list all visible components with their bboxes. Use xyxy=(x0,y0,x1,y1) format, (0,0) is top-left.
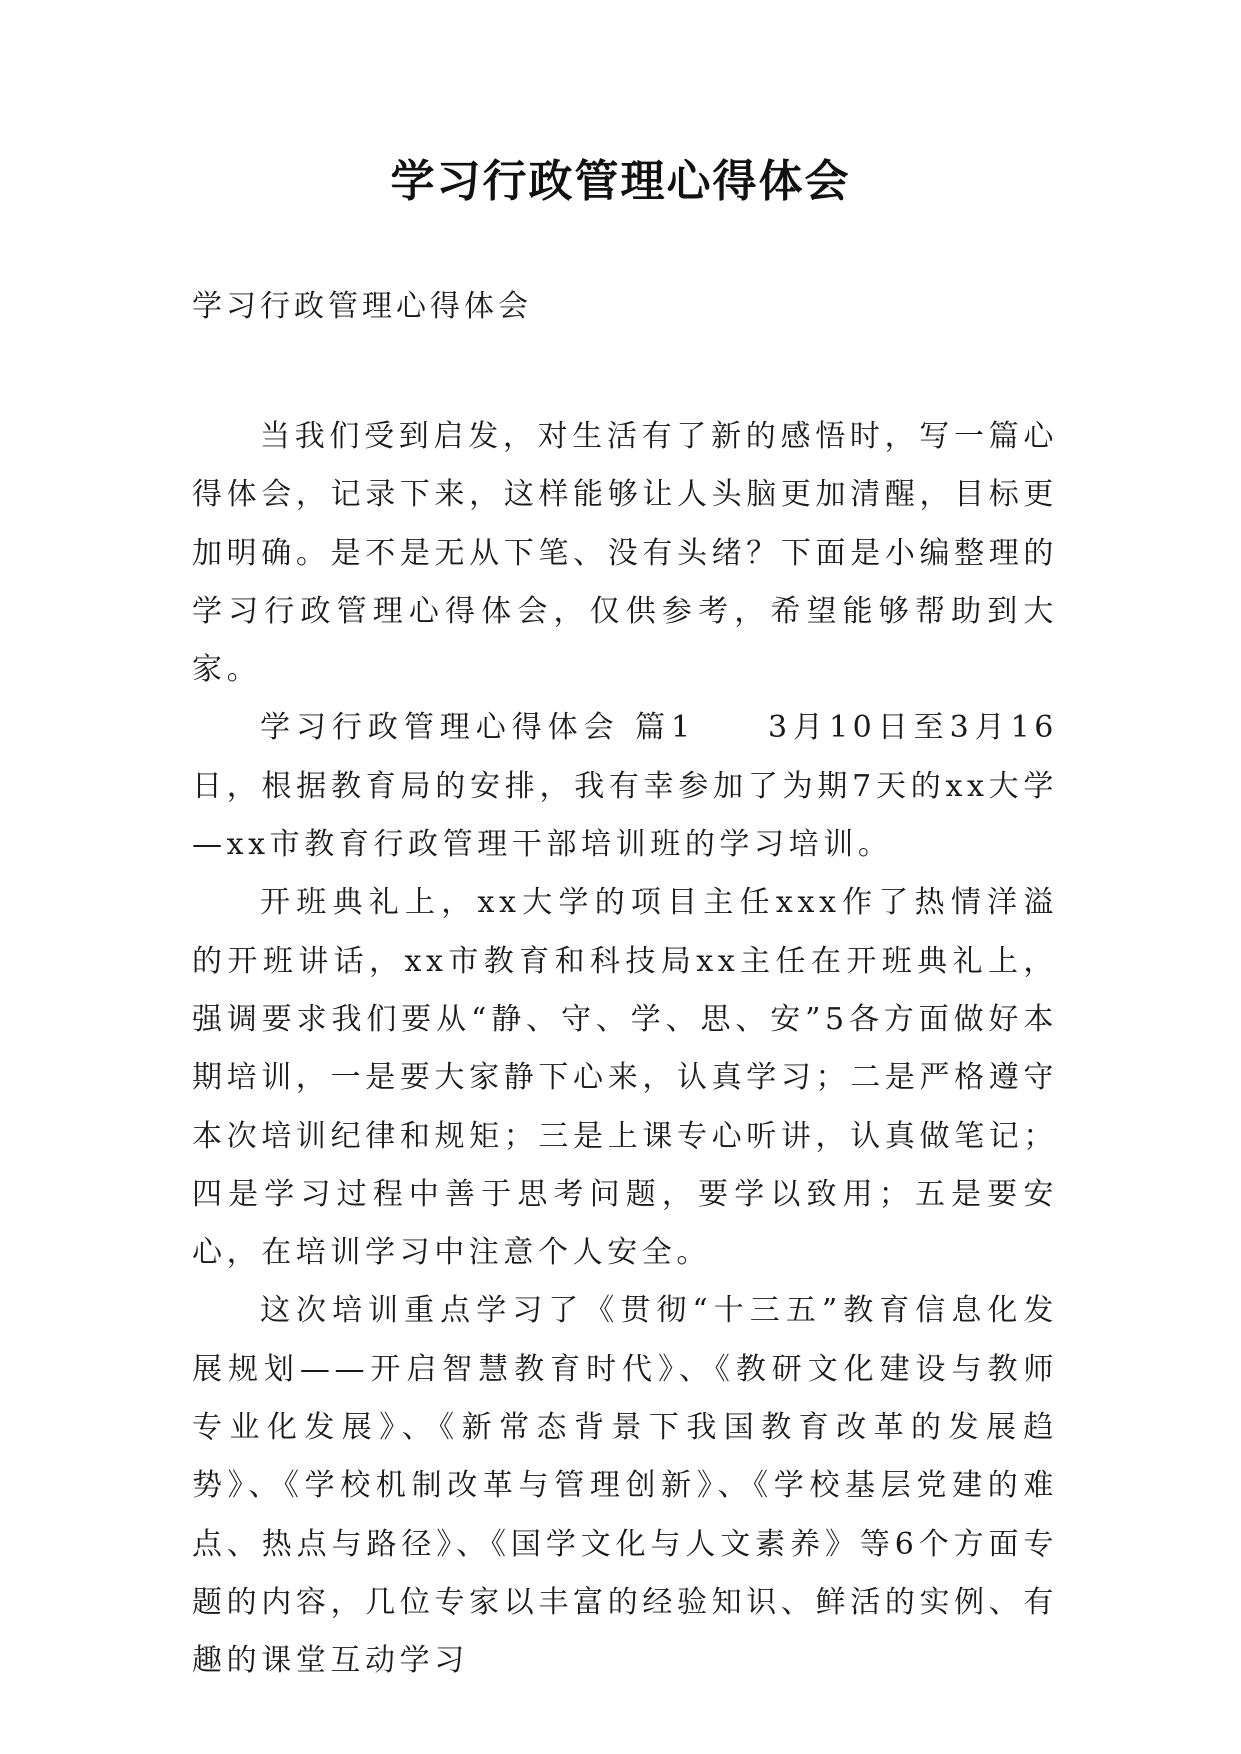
paragraph-intro: 当我们受到启发，对生活有了新的感悟时，写一篇心得体会，记录下来，这样能够让人头脑更加清醒，目标更加明确。是不是无从下笔、没有头绪？下面是小编整理的学习行政管理心得体会，仅供参考，希望能够帮助到大家。 xyxy=(192,419,1058,688)
paragraph-training-content: 这次培训重点学习了《贯彻“十三五”教育信息化发展规划——开启智慧教育时代》、《教研文化建设与教师专业化发展》、《新常态背景下我国教育改革的发展趋势》、《学校机制改革与管理创新》、《学校基层党建的难点、热点与路径》、《国学文化与人文素养》等6个方面专题的内容，几位专家以丰富的经验知识、鲜活的实例、有趣的课堂互动学习 xyxy=(192,1293,1058,1679)
document-body xyxy=(192,408,1058,1691)
document-subtitle: 学习行政管理心得体会 xyxy=(192,289,532,324)
paragraph-opening-ceremony: 开班典礼上，xx大学的项目主任xxx作了热情洋溢的开班讲话，xx市教育和科技局xx主任在开班典礼上，强调要求我们要从“静、守、学、思、安”5各方面做好本期培训，一是要大家静下心来，认真学习；二是严格遵守本次培训纪律和规矩；三是上课专心听讲，认真做笔记；四是学习过程中善于思考问题，要学以致用；五是要安心，在培训学习中注意个人安全。 xyxy=(192,885,1058,1271)
document-title: 学习行政管理心得体会 xyxy=(390,156,851,207)
paragraph-section-1: 学习行政管理心得体会 篇1 3月10日至3月16日，根据教育局的安排，我有幸参加了为期7天的xx大学—xx市教育行政管理干部培训班的学习培训。 xyxy=(192,710,1058,863)
